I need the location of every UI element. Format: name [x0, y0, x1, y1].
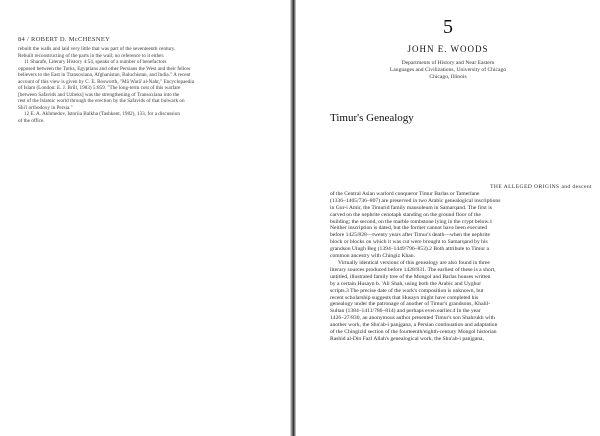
- chapter-body: [330, 184, 592, 343]
- note-line: [between Safavids and Uzbeks] was the strengthening of Transoxiana into the: [18, 91, 180, 98]
- body-line: by a certain Husayn b. 'Ali Shah, using both the Arabic and Uyghur: [330, 280, 482, 287]
- body-line: Sultan (1384–1411/786–814) and perhaps even earlier.4 In the year: [330, 308, 481, 315]
- note-line: of the office.: [18, 117, 45, 124]
- right-page: [296, 0, 600, 436]
- body-line: carved on the nephrite cenotaph standing on the ground floor of the: [330, 211, 481, 218]
- chapter-author: JOHN E. WOODS: [407, 44, 489, 54]
- note-line: Shi'i orthodoxy in Persia.": [18, 104, 73, 111]
- note-line: rest of the Islamic world through the erection by the Safavids of that bulwark on: [18, 98, 185, 104]
- body-line: scripts.3 The precise date of the work's composition is unknown, but: [330, 287, 484, 294]
- body-line: recent scholarship suggests that Husayn might have completed his: [330, 294, 479, 301]
- chapter-number: 5: [443, 16, 453, 38]
- note-line: account of this view is given by C. E. Bosworth, "Mā Warā' al-Nahr," Encyclopaedia: [18, 78, 195, 85]
- affiliation-line: Departments of History and Near Eastern: [401, 60, 495, 66]
- note-line: 12 E. A. Akhmedov, Istoriia Balkha (Tashkent, 1982), 133, for a discussion: [24, 111, 180, 117]
- note-line: believers to the East in Transoxiana, Afghanistan, Baluchistan, and India." A recent: [18, 72, 191, 78]
- chapter-title: Timur's Genealogy: [330, 112, 414, 124]
- body-line: Rashid al-Din Fazl Allah's genealogical work, the Shu'ab-i panjgana,: [330, 335, 484, 342]
- body-line: building; the second, on the marble tombstone lying in the crypt below.1: [330, 218, 493, 225]
- body-line: another work, the Shu'ab-i panjgana, a Persian continuation and adaptation: [330, 322, 498, 329]
- left-page-notes: [18, 46, 278, 124]
- body-line: Neither inscription is dated, but the former cannot have been executed: [330, 225, 488, 232]
- body-line: in Gur-i Amir, the Timurid family mausoleum in Samarqand. The first is: [330, 204, 492, 211]
- body-line: (1336–1405/736–807) are preserved in two Arabic genealogical inscriptions: [330, 197, 501, 204]
- note-line: opposed between the Turks, Egyptians and other Persians the West and their fellow: [18, 65, 191, 72]
- body-line: common ancestry with Chingiz Khan.: [330, 253, 415, 260]
- running-head: 84 / ROBERT D. McCHESNEY: [18, 36, 111, 43]
- body-line: THE ALLEGED ORIGINS and descent: [490, 184, 592, 190]
- body-line: of the Central Asian warlord conqueror Timur Barlas or Tamerlane: [330, 190, 480, 197]
- left-page: [0, 0, 290, 436]
- note-line: 11 Sharafe, Literary History 4:54, speaks of a number of benefactors: [24, 59, 167, 65]
- affiliation-line: Chicago, Illinois: [429, 74, 467, 80]
- body-line: of the Chingizid section of the fourteenth/eighth-century Mongol historian: [330, 329, 497, 336]
- note-line: rebuilt the walls and laid very little that was part of the seventeenth century.: [18, 46, 176, 52]
- body-line: before 1425/828—twenty years after Timur's death—when the nephrite: [330, 232, 490, 239]
- body-line: literary sources produced before 1428/831. The earliest of these is a short,: [330, 266, 496, 273]
- author-affiliation: [296, 60, 600, 81]
- body-line: untitled, illustrated family tree of the Mongol and Barlas houses written: [330, 273, 491, 280]
- body-line: Virtually identical versions of this genealogy are also found in three: [338, 259, 490, 266]
- affiliation-line: Languages and Civilizations, University of Chicago: [389, 67, 507, 73]
- body-line: genealogy under the patronage of another of Timur's grandsons, Khalil-: [330, 301, 491, 308]
- note-line: of Islam (London: E. J. Brill, 1983) 5:859. "The long-term cost of this warfare: [18, 85, 181, 91]
- body-line: 1426–27/830, an anonymous author presented Timur's son Shahrukh with: [330, 315, 495, 322]
- body-line: grandson Ulugh Beg (1394–1449/796–853).2 Both attribute to Timur a: [330, 246, 489, 253]
- note-line: Rebuilt reconstructing of the parts in the wall; no reference to it either.: [18, 52, 165, 59]
- body-line: block or blocks on which it was cut were brought to Samarqand by his: [330, 239, 488, 246]
